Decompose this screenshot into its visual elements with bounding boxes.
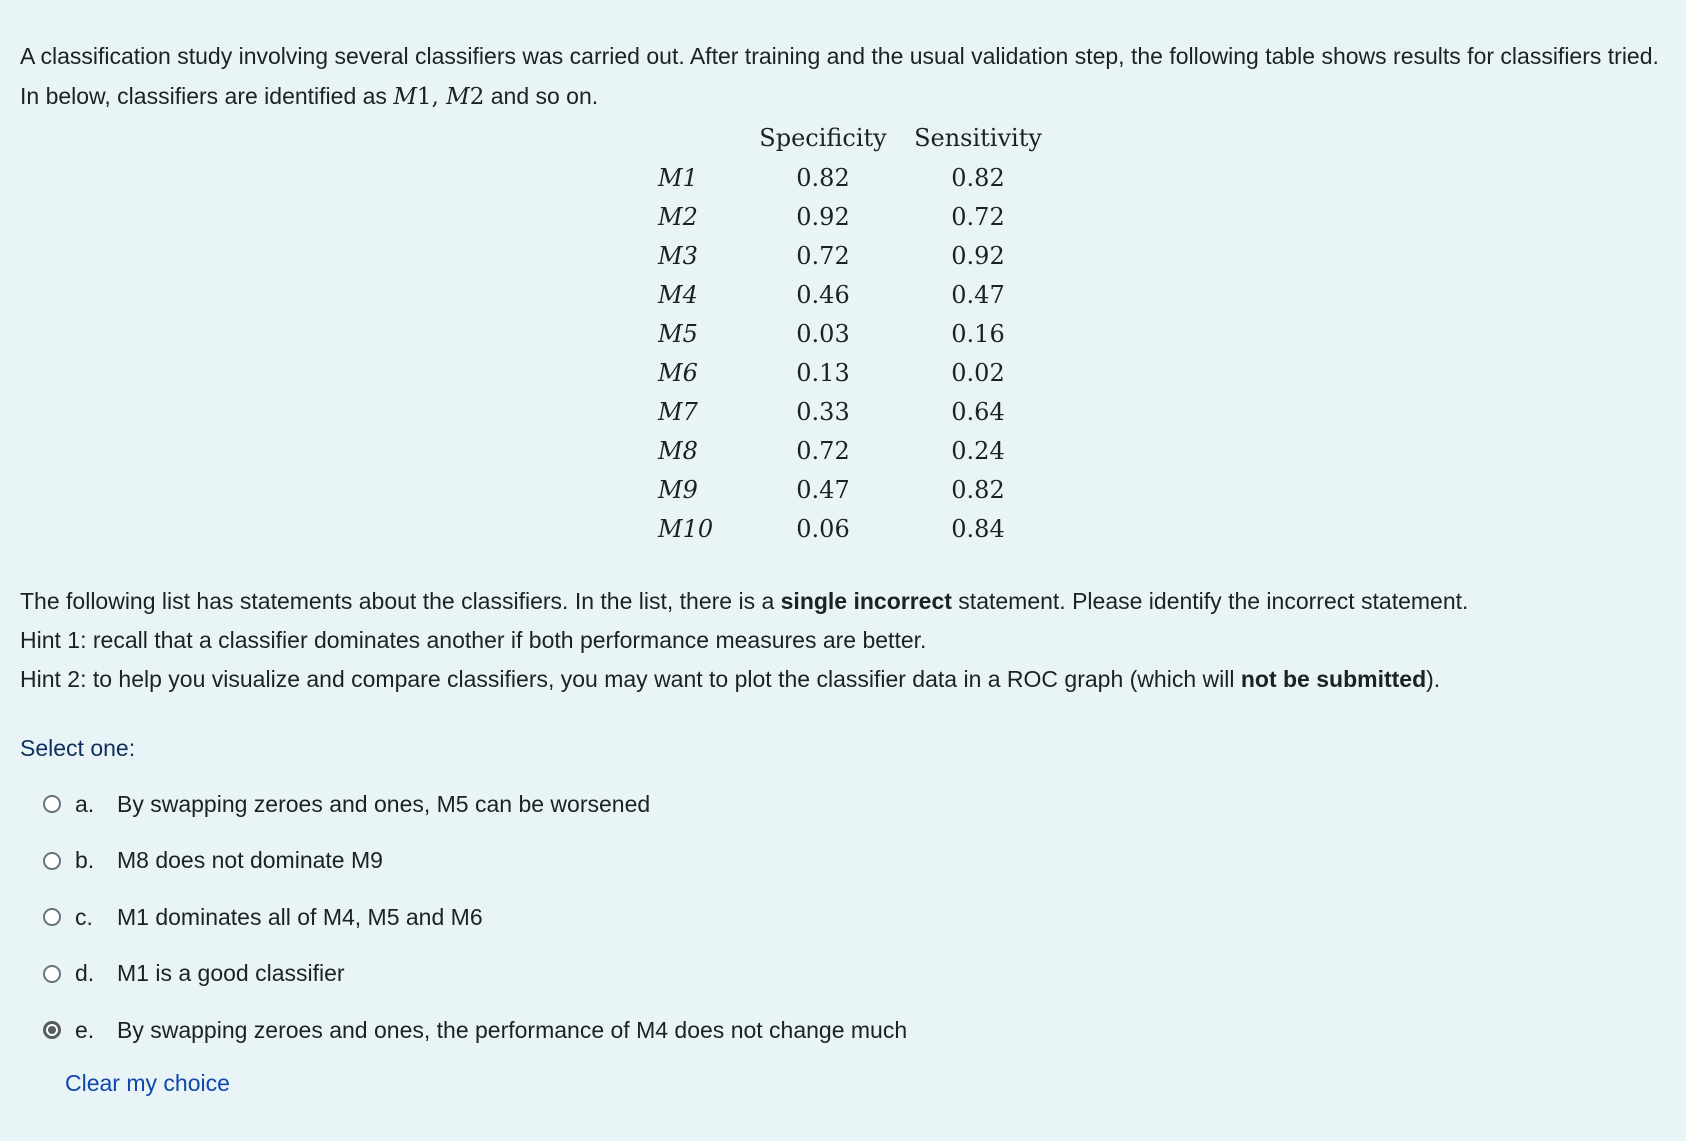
table-row <box>658 158 1058 197</box>
intro-text-end: and so on. <box>484 83 599 109</box>
cell-specificity: 0.47 <box>796 475 850 504</box>
cell-sensitivity: 0.82 <box>951 475 1005 504</box>
option-label: By swapping zeroes and ones, the performance of M4 does not change much <box>117 1016 908 1043</box>
cell-sensitivity: 0.82 <box>951 163 1005 192</box>
table-header-row <box>658 118 1058 158</box>
cell-sensitivity: 0.02 <box>951 358 1005 387</box>
header-sensitivity: Sensitivity <box>914 124 1042 152</box>
header-specificity: Specificity <box>759 124 887 152</box>
radio-button-checked[interactable] <box>43 1021 61 1039</box>
cell-sensitivity: 0.92 <box>951 241 1005 270</box>
option-label: M1 is a good classifier <box>117 960 345 987</box>
radio-button[interactable] <box>43 795 61 813</box>
cell-model: M9 <box>658 475 698 504</box>
hint-2: Hint 2: to help you visualize and compare classifiers, you may want to plot the classifier data in a ROC graph (which will not be submitted). <box>20 666 1441 692</box>
table-row <box>658 236 1058 275</box>
table-row <box>658 431 1058 470</box>
select-one-label: Select one: <box>20 735 136 761</box>
cell-model: M1 <box>658 163 698 192</box>
cell-model: M2 <box>658 202 698 231</box>
radio-button[interactable] <box>43 852 61 870</box>
cell-sensitivity: 0.16 <box>951 319 1005 348</box>
option-letter: e. <box>75 1016 95 1043</box>
cell-sensitivity: 0.64 <box>951 397 1005 426</box>
cell-sensitivity: 0.72 <box>951 202 1005 231</box>
cell-sensitivity: 0.24 <box>951 436 1005 465</box>
cell-specificity: 0.72 <box>796 241 850 270</box>
answer-option[interactable] <box>30 889 1230 946</box>
statements-block <box>20 582 1468 699</box>
radio-button[interactable] <box>43 965 61 983</box>
option-letter: d. <box>75 960 95 987</box>
table-row <box>658 392 1058 431</box>
option-label: By swapping zeroes and ones, M5 can be worsened <box>117 790 651 817</box>
option-letter: b. <box>75 847 95 874</box>
clear-choice-link[interactable]: Clear my choice <box>65 1070 230 1096</box>
cell-specificity: 0.33 <box>796 397 850 426</box>
answer-option[interactable] <box>30 776 1230 833</box>
cell-specificity: 0.13 <box>796 358 850 387</box>
answer-option[interactable] <box>30 833 1230 890</box>
cell-model: M10 <box>658 514 714 543</box>
cell-model: M7 <box>658 397 698 426</box>
math-comma: , <box>431 84 447 110</box>
emphasis-single-incorrect: single incorrect <box>780 588 952 614</box>
option-label: M8 does not dominate M9 <box>117 847 383 874</box>
statement-instructions: The following list has statements about the classifiers. In the list, there is a single incorrect statement. Please identify the incorrect statement. <box>20 588 1469 614</box>
table-row <box>658 314 1058 353</box>
hint-1: Hint 1: recall that a classifier dominates another if both performance measures are better. <box>20 627 927 653</box>
classifier-results-table <box>658 118 1058 548</box>
math-m1: M1 <box>393 84 432 110</box>
cell-sensitivity: 0.84 <box>951 514 1005 543</box>
header-model <box>658 118 748 158</box>
cell-specificity: 0.72 <box>796 436 850 465</box>
option-label: M1 dominates all of M4, M5 and M6 <box>117 903 483 930</box>
cell-model: M8 <box>658 436 698 465</box>
table-row <box>658 353 1058 392</box>
cell-model: M4 <box>658 280 698 309</box>
table-row <box>658 197 1058 236</box>
cell-specificity: 0.03 <box>796 319 850 348</box>
cell-model: M6 <box>658 358 698 387</box>
cell-specificity: 0.82 <box>796 163 850 192</box>
radio-button[interactable] <box>43 908 61 926</box>
table-row <box>658 275 1058 314</box>
math-m2: M2 <box>446 84 485 110</box>
cell-model: M3 <box>658 241 698 270</box>
cell-specificity: 0.46 <box>796 280 850 309</box>
answer-options <box>30 776 1230 1059</box>
cell-model: M5 <box>658 319 698 348</box>
option-letter: c. <box>75 903 93 930</box>
cell-sensitivity: 0.47 <box>951 280 1005 309</box>
answer-option[interactable] <box>30 1002 1230 1059</box>
table-row <box>658 509 1058 548</box>
table-row <box>658 470 1058 509</box>
intro-text-start: A classification study involving several classifiers was carried out. After training and the usual validation step, the following table shows results for classifiers tried. In below, classifiers are identified as <box>20 43 1659 109</box>
emphasis-not-submitted: not be submitted <box>1240 666 1427 692</box>
cell-specificity: 0.06 <box>796 514 850 543</box>
answer-option[interactable] <box>30 946 1230 1003</box>
option-letter: a. <box>75 790 95 817</box>
cell-specificity: 0.92 <box>796 202 850 231</box>
question-intro <box>20 36 1660 117</box>
